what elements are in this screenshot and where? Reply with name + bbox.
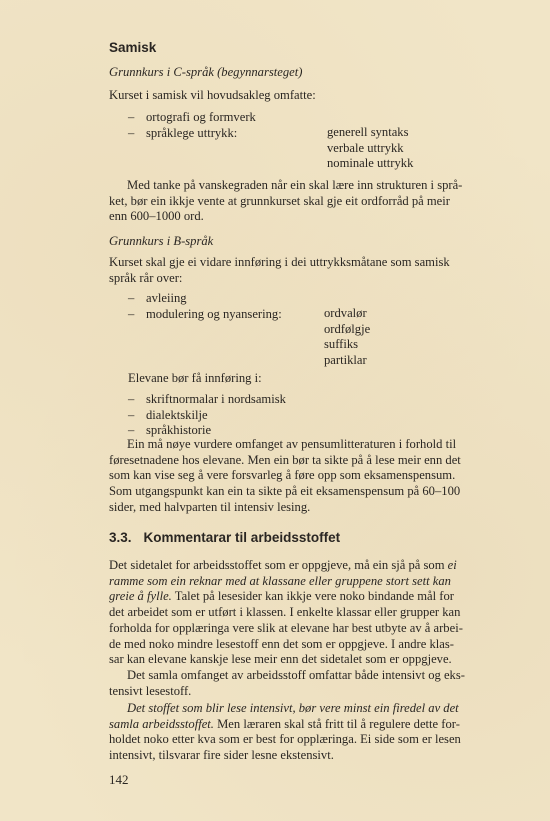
c-paragraph: Med tanke på vanskegraden når ein skal lære inn strukturen i språ- ket, bør ein ikkje vente at grunnkurset skal gje eit ordforråd på meir enn 600–1000 ord. <box>109 178 463 224</box>
list-item: partiklar <box>324 352 367 367</box>
list-item: nominale uttrykk <box>327 156 414 170</box>
b-bullet-list <box>128 291 282 322</box>
b-bullet-list-2 <box>128 392 286 439</box>
c-language-heading: Grunnkurs i C-språk (begynnarsteget) <box>109 65 303 79</box>
c-sublist <box>327 125 413 172</box>
b-intro-text: Kurset skal gje ei vidare innføring i dei uttrykksmåtane som samisk språk rår over: <box>109 255 450 285</box>
list-item: – skriftnormalar i nordsamisk <box>128 392 286 406</box>
section-title-text: Kommentarar til arbeidsstoffet <box>143 530 341 545</box>
list-item: – språkhistorie <box>128 423 212 437</box>
list-item: – avleiing <box>128 291 187 305</box>
c-bullet-list <box>128 110 256 141</box>
list-item: generell syntaks <box>327 125 409 139</box>
list-item: – språklege uttrykk: <box>128 125 238 140</box>
paragraph-1: Det sidetalet for arbeidsstoffet som er oppgjeve, må ein sjå på som ei ramme som ein reknar med at klassane eller gruppene stort sett kan greie å fylle. Talet på lesesider kan ikkje vere noko bindande mål for det arbeidet som er utført i klassen. I enkelte klassar eller grupper kan forholda for opplæringa vere slik at elevane har best utbyte av å arbei- de med noko mindre lesestoff enn det som er oppgjeve. I andre klas- sar kan elevane kanskje lese meir enn det sidetalet som er oppgjeve. <box>109 558 463 667</box>
section-3-3-heading <box>109 530 340 545</box>
list-item: – dialektskilje <box>128 407 208 422</box>
section-number: 3.3. <box>109 530 132 545</box>
b-sublist <box>324 306 370 368</box>
c-intro-text: Kurset i samisk vil hovudsakleg omfatte: <box>109 88 316 102</box>
paragraph-2: Det samla omfanget av arbeidsstoff omfattar både intensivt og eks- tensivt lesestoff. <box>109 668 465 698</box>
list-item: ordvalør <box>324 306 367 320</box>
list-item: – ortografi og formverk <box>128 110 256 124</box>
list-item: verbale uttrykk <box>327 140 404 155</box>
list-item: ordfølgje <box>324 321 371 336</box>
list-item: suffiks <box>324 337 359 351</box>
b-intro2-text: Elevane bør få innføring i: <box>128 371 262 385</box>
b-paragraph: Ein må nøye vurdere omfanget av pensumlitteraturen i forhold til føresetnadene hos elevane. Men ein bør ta sikte på å lese meir enn det som kan vise seg å vere forsvarleg å føre opp som eksamenspensum. Som utgangspunkt kan ein ta sikte på eit eksamenspensum på 60–100 sider, med halvparten til intensiv lesing. <box>109 437 461 514</box>
section-title: Samisk <box>109 40 157 55</box>
list-item: – modulering og nyansering: <box>128 306 282 321</box>
paragraph-3: Det stoffet som blir lese intensivt, bør vere minst ein firedel av det samla arbeidsstoffet. Men læraren skal stå fritt til å regulere dette for- holdet noko etter kva som er best for opplæringa. Ei side som er lesen intensivt, tilsvarar fire sider lesne ekstensivt. <box>109 701 461 763</box>
page-number: 142 <box>109 772 129 787</box>
b-language-heading: Grunnkurs i B-språk <box>109 234 214 248</box>
